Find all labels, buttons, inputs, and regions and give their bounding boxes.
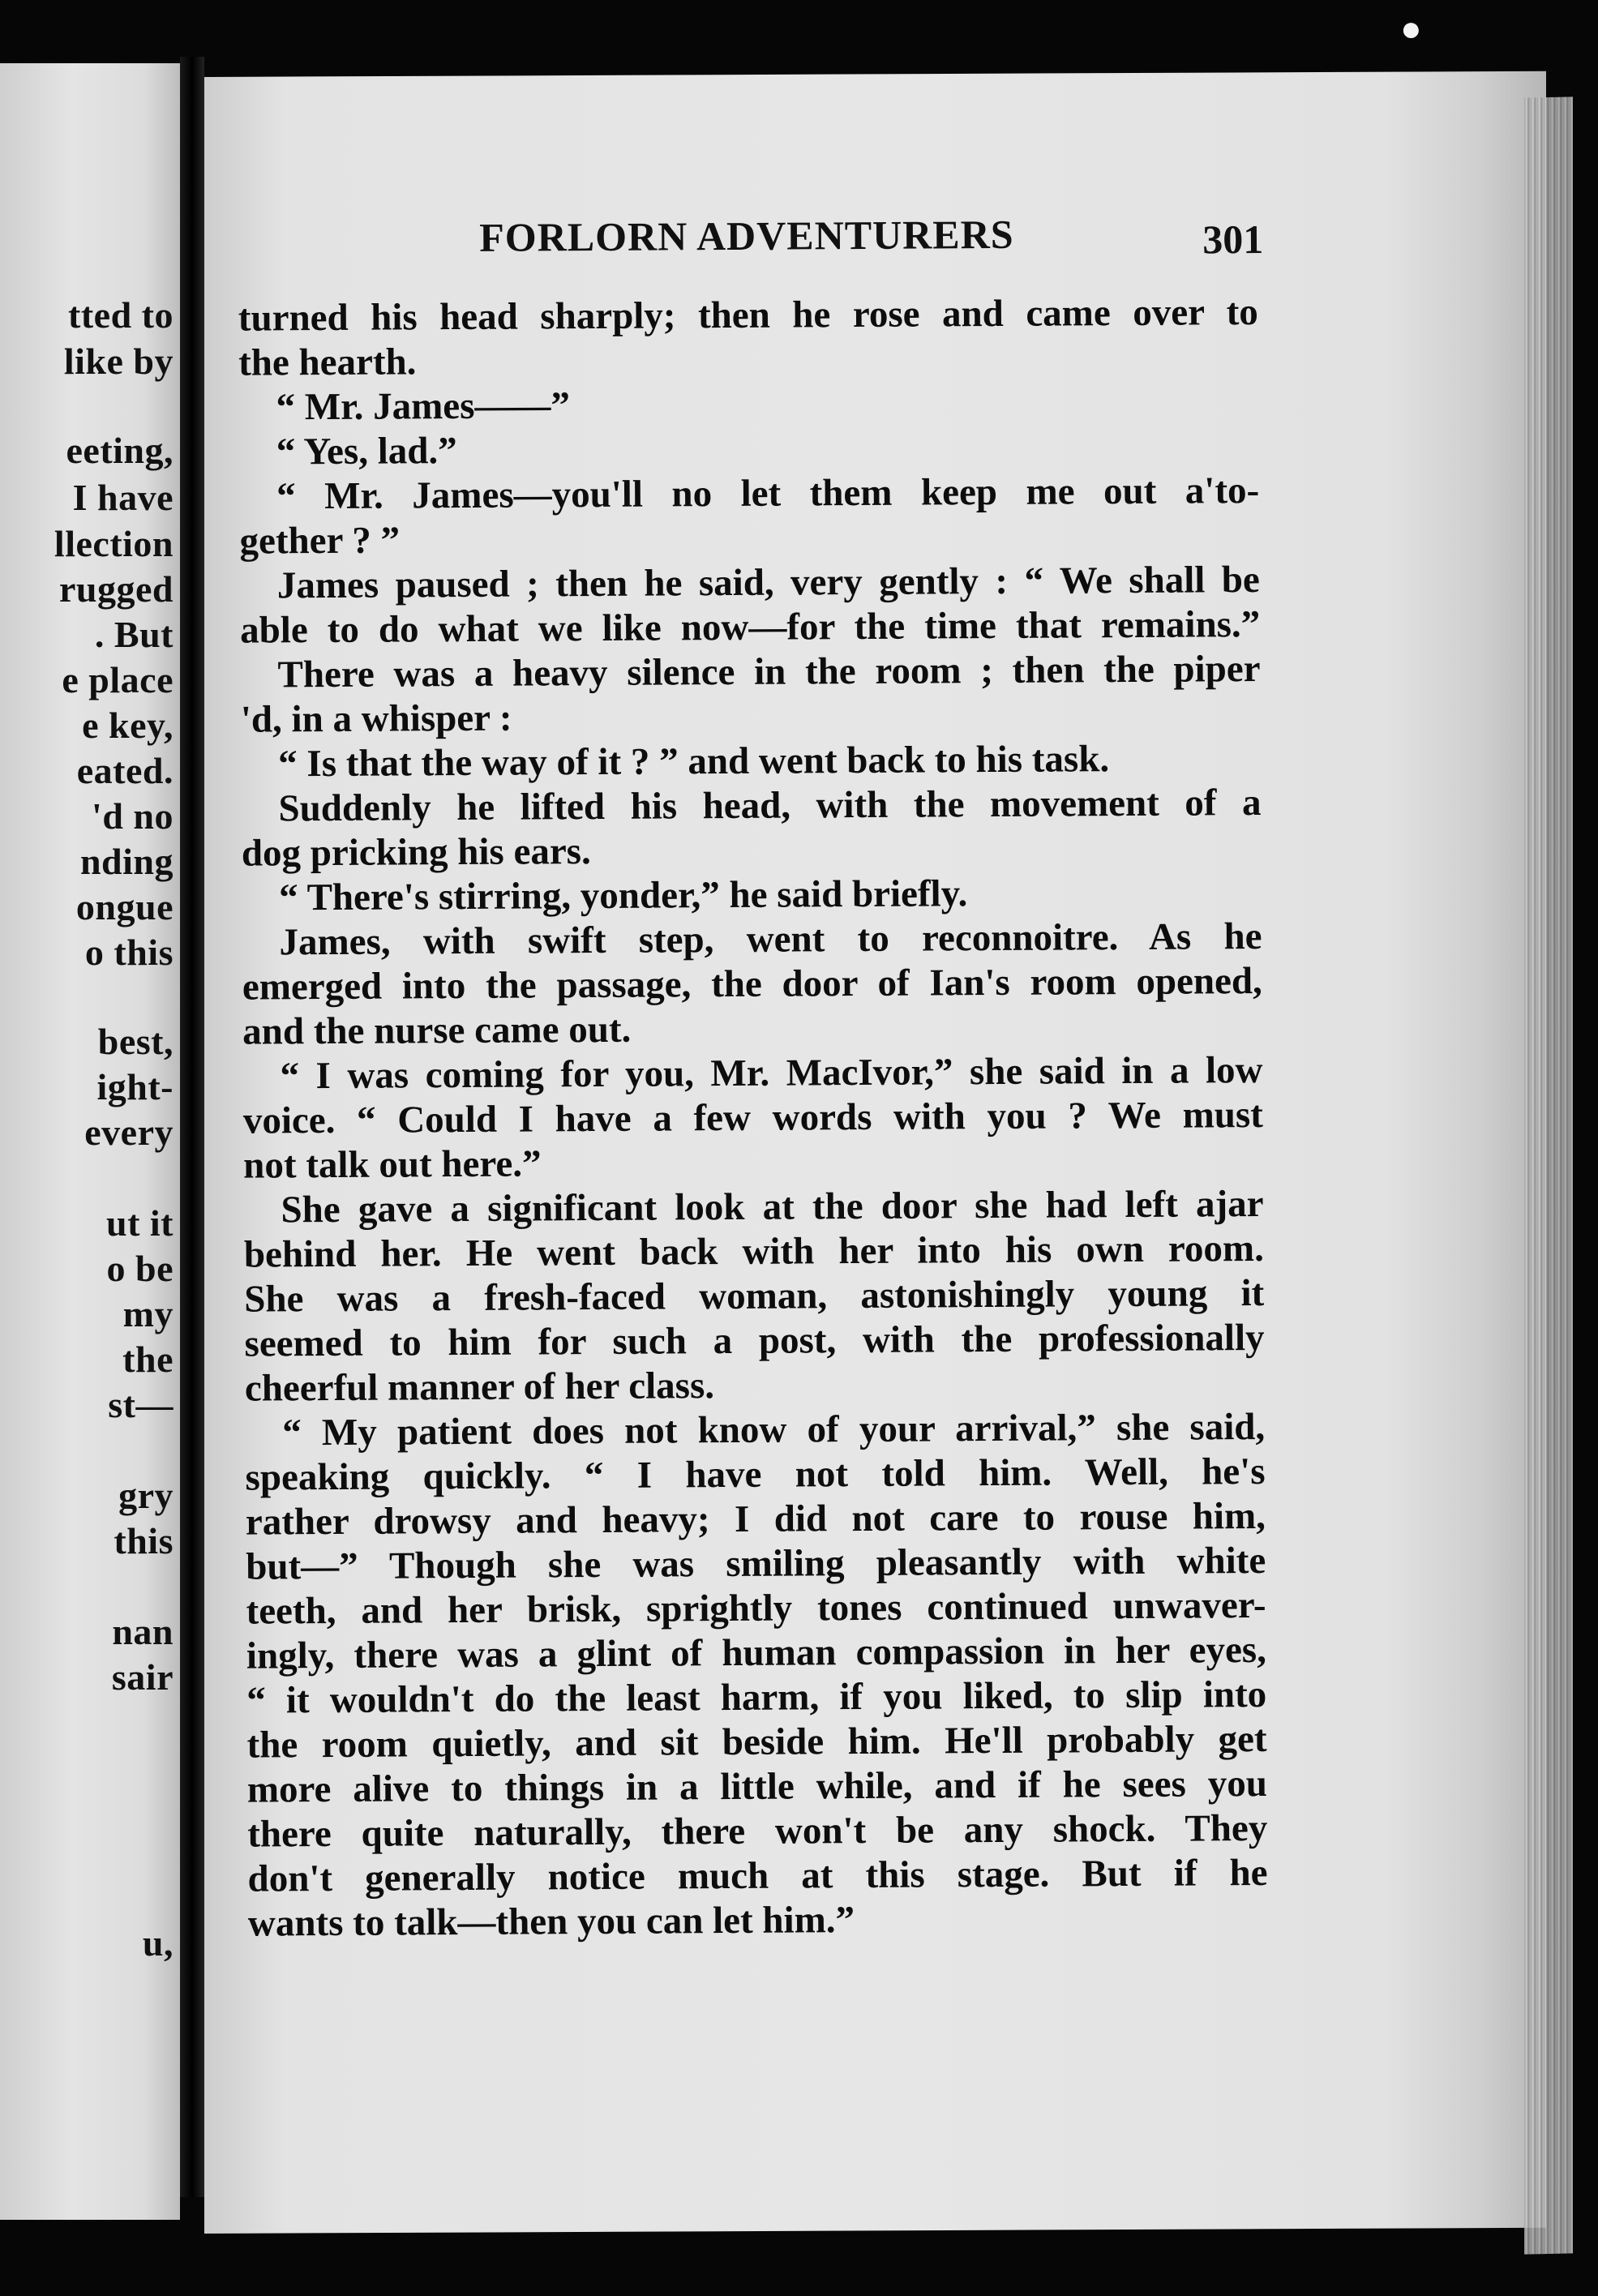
left-page-fragment: e place <box>62 659 174 700</box>
text-line: emerged into the passage, the door of Ian's room opened, <box>242 959 1263 1009</box>
text-line: “ it wouldn't do the least harm, if you liked, to slip into <box>246 1673 1267 1722</box>
text-line: There was a heavy silence in the room ; then the piper <box>277 647 1261 696</box>
left-page-fragment: st— <box>108 1384 174 1425</box>
text-line: “ I was coming for you, Mr. MacIvor,” she said in a low <box>280 1048 1263 1098</box>
text-line: “ My patient does not know of your arrival,” she said, <box>282 1405 1266 1454</box>
text-line: “ Yes, lad.” <box>276 430 457 473</box>
text-line: the room quietly, and sit beside him. He'll probably get <box>246 1717 1267 1767</box>
text-line: gether ? ” <box>239 519 401 563</box>
text-line: there quite naturally, there won't be any shock. They <box>247 1806 1268 1856</box>
text-line: 'd, in a whisper : <box>240 696 512 741</box>
text-line: more alive to things in a little while, and if he sees you <box>246 1762 1268 1811</box>
left-page-fragment: eated. <box>76 750 174 791</box>
left-page-fragment: gry <box>118 1475 174 1516</box>
text-line: “ Is that the way of it ? ” and went back to his task. <box>278 738 1110 786</box>
left-page-fragment: I have <box>72 477 174 518</box>
left-page-fragment: nding <box>79 841 174 882</box>
text-line: the hearth. <box>238 341 417 384</box>
left-page-fragment: eeting, <box>66 430 174 471</box>
left-page-fragment: every <box>84 1112 174 1153</box>
text-line: turned his head sharply; then he rose and came over to <box>238 290 1258 340</box>
text-line: don't generally notice much at this stage. But if he <box>247 1851 1268 1900</box>
text-line: She gave a significant look at the door she had left ajar <box>281 1182 1264 1232</box>
text-line: behind her. He went back with her into his own room. <box>243 1227 1265 1276</box>
left-page-fragment: nan <box>112 1611 174 1652</box>
left-page-fragment: ight- <box>96 1066 174 1107</box>
left-page-fragment: my <box>122 1293 174 1334</box>
text-line: and the nurse came out. <box>242 1008 632 1053</box>
text-line: able to do what we like now—for the time that remains.” <box>240 602 1261 652</box>
left-page-fragment: o this <box>84 932 174 973</box>
text-line: She was a fresh-faced woman, astonishingly young it <box>244 1271 1265 1321</box>
text-line: James paused ; then he said, very gently : “ We shall be <box>276 558 1260 607</box>
text-line: wants to talk—then you can let him.” <box>247 1899 855 1945</box>
left-page-fragment: the <box>122 1339 174 1380</box>
text-line: dog pricking his ears. <box>241 830 591 875</box>
left-page-fragment: ut it <box>106 1202 174 1244</box>
text-line: but—” Though she was smiling pleasantly with white <box>246 1539 1266 1588</box>
text-line: “ Mr. James——” <box>276 384 571 429</box>
text-line: speaking quickly. “ I have not told him. Well, he's <box>245 1450 1266 1499</box>
text-line: ingly, there was a glint of human compassion in her eyes, <box>246 1628 1267 1677</box>
left-page-fragment: best, <box>97 1021 174 1062</box>
left-page-fragment: sair <box>111 1656 174 1698</box>
page-number: 301 <box>1202 216 1264 263</box>
left-page-fragment: like by <box>63 341 174 382</box>
left-page-fragment: o be <box>106 1248 174 1289</box>
left-page-fragment: ongue <box>75 886 174 927</box>
scan-speck: ● <box>1400 9 1422 49</box>
left-page-fragment: 'd no <box>92 795 174 837</box>
text-line: “ There's stirring, yonder,” he said briefly. <box>279 872 968 919</box>
text-line: cheerful manner of her class. <box>244 1364 715 1410</box>
text-line: teeth, and her brisk, sprightly tones continued unwaver- <box>246 1583 1266 1633</box>
left-page-fragment: e key, <box>82 705 174 746</box>
left-page-fragment: u, <box>142 1922 174 1964</box>
left-page-fragment: this <box>114 1520 174 1561</box>
text-line: rather drowsy and heavy; I did not care to rouse him, <box>245 1494 1266 1544</box>
text-line: seemed to him for such a post, with the professionally <box>244 1316 1265 1365</box>
left-page-fragment: tted to <box>68 294 174 336</box>
text-line: James, with swift step, went to reconnoitre. As he <box>279 915 1262 964</box>
left-page-fragment: rugged <box>59 568 174 610</box>
text-line: voice. “ Could I have a few words with you ? We must <box>242 1093 1264 1142</box>
text-line: not talk out here.” <box>243 1142 542 1187</box>
left-page-fragment: llection <box>54 523 174 564</box>
left-page-fragment: . But <box>94 614 174 655</box>
text-line: Suddenly he lifted his head, with the movement of a <box>278 781 1262 830</box>
running-head: FORLORN ADVENTURERS <box>479 211 1014 260</box>
text-line: “ Mr. James—you'll no let them keep me out a'to- <box>276 469 1260 518</box>
